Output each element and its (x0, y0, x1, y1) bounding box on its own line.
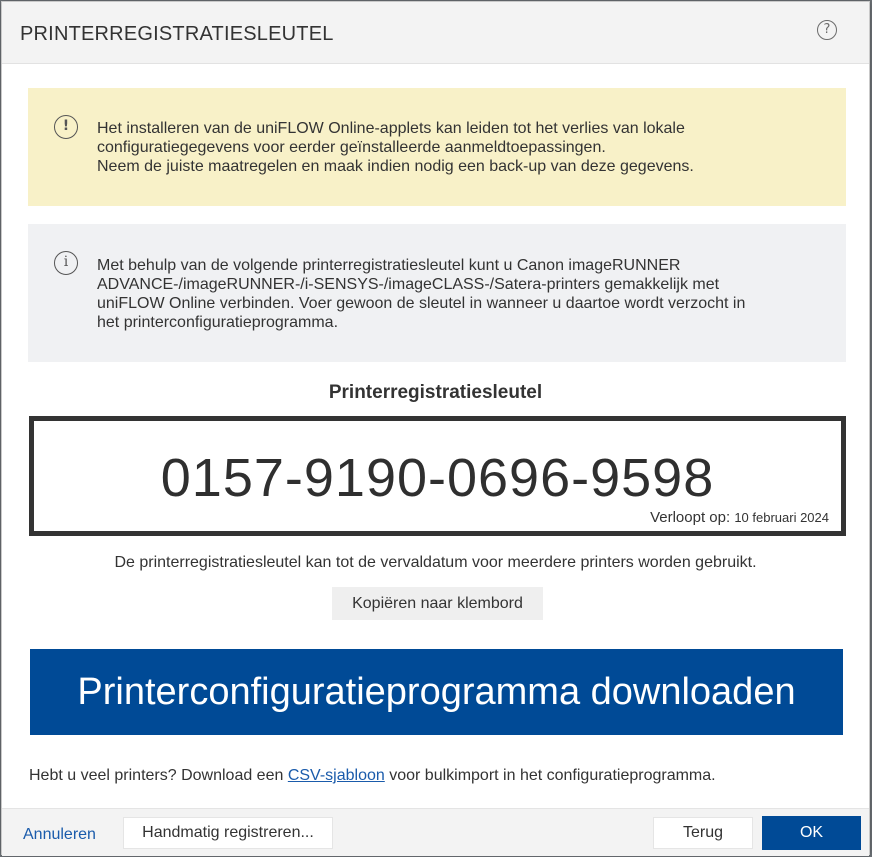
info-line: ADVANCE-/imageRUNNER-/i-SENSYS-/imageCLASS-/Satera-printers gemakkelijk met (97, 276, 720, 293)
printer-registration-dialog (1, 1, 870, 855)
bulk-note-prefix: Hebt u veel printers? Download een (29, 767, 288, 784)
warning-notice (28, 88, 846, 206)
exclamation-circle-icon: ! (54, 115, 78, 139)
dialog-title: PRINTERREGISTRATIESLEUTEL (20, 23, 334, 45)
expiry-info (650, 509, 829, 526)
question-circle-icon[interactable]: ? (817, 20, 837, 40)
dialog-footer (2, 808, 869, 856)
expiry-date: 10 februari 2024 (734, 510, 829, 525)
bulk-import-note (29, 767, 716, 785)
registration-key-value: 0157-9190-0696-9598 (160, 448, 715, 508)
info-circle-icon: i (54, 251, 78, 275)
info-line: het printerconfiguratieprogramma. (97, 314, 339, 331)
warning-text (97, 119, 806, 176)
warning-line: Neem de juiste maatregelen en maak indien nodig een back-up van deze gegevens. (97, 158, 694, 175)
registration-key-box (29, 416, 846, 536)
info-notice (28, 224, 846, 362)
info-line: Met behulp van de volgende printerregistratiesleutel kunt u Canon imageRUNNER (97, 257, 681, 274)
warning-line: Het installeren van de uniFLOW Online-applets kan leiden tot het verlies van lokale (97, 120, 685, 137)
back-button[interactable]: Terug (653, 817, 753, 849)
cancel-link[interactable]: Annuleren (23, 826, 96, 843)
csv-template-link[interactable]: CSV-sjabloon (287, 767, 385, 784)
manual-register-button[interactable]: Handmatig registreren... (123, 817, 333, 849)
dialog-header (2, 2, 869, 64)
usage-note: De printerregistratiesleutel kan tot de vervaldatum voor meerdere printers worden gebruikt. (114, 554, 757, 571)
info-text (97, 256, 806, 332)
bulk-note-suffix: voor bulkimport in het configuratieprogramma. (384, 767, 716, 784)
copy-to-clipboard-button[interactable]: Kopiëren naar klembord (332, 587, 543, 620)
ok-button[interactable]: OK (762, 816, 861, 850)
info-line: uniFLOW Online verbinden. Voer gewoon de sleutel in wanneer u daartoe wordt verzocht in (97, 295, 746, 312)
dialog-content (2, 64, 869, 808)
key-heading: Printerregistratiesleutel (328, 382, 543, 403)
expiry-label: Verloopt op: (650, 509, 731, 526)
download-configuration-tool-button[interactable]: Printerconfiguratieprogramma downloaden (30, 649, 843, 735)
warning-line: configuratiegegevens voor eerder geïnstalleerde aanmeldtoepassingen. (97, 139, 606, 156)
